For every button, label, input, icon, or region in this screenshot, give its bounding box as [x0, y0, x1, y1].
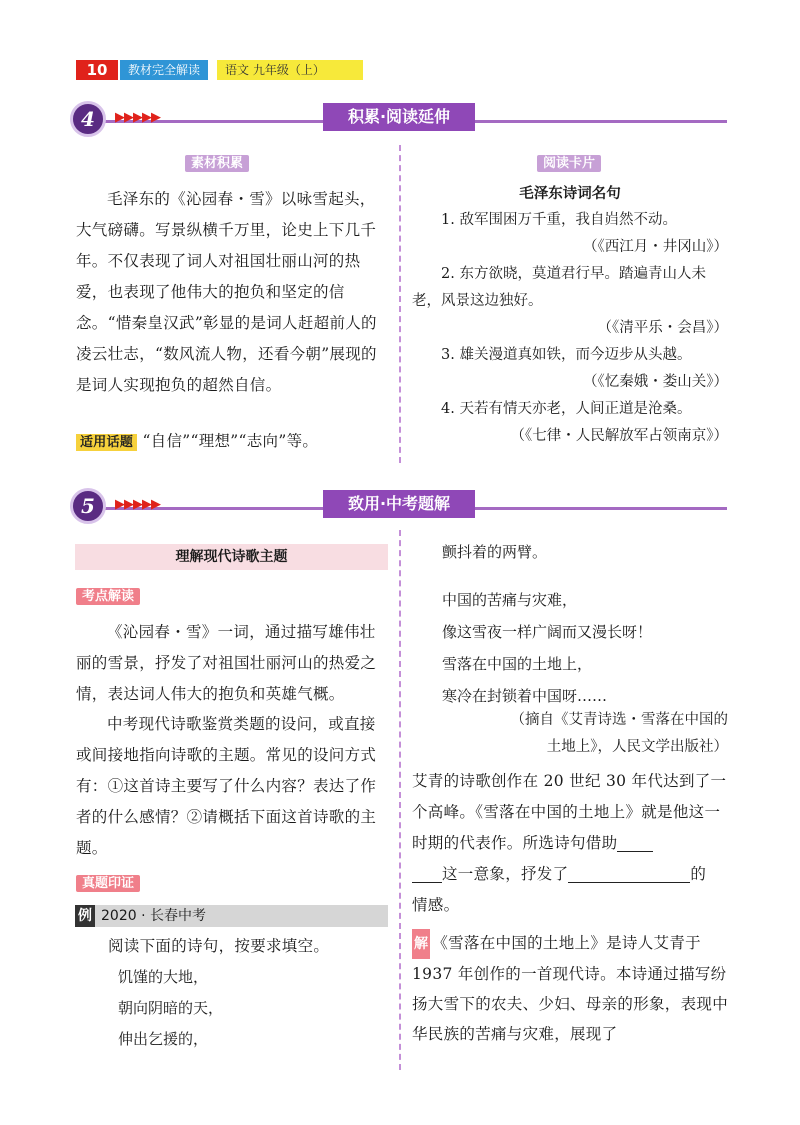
question [412, 766, 728, 921]
instruction: 阅读下面的诗句，按要求填空。 [108, 937, 330, 955]
reading-card-list [412, 207, 728, 450]
section-4-arrows: ▶▶▶▶▶ [115, 110, 160, 125]
section-5-number: 5 [70, 488, 106, 524]
poem-right-line-3: 雪落在中国的土地上， [442, 655, 593, 673]
page-number: 10 [76, 60, 118, 80]
poem-line-3: 伸出乞援的， [118, 1030, 209, 1048]
answer-text: 《雪落在中国的土地上》是诗人艾青于 1937 年创作的一首现代诗。本诗通过描写纷扬大雪下的农夫、少妇、母亲的形象，表现中华民族的苦痛与灾难，展现了 [412, 934, 729, 1043]
poem-source-line-1: （摘自《艾青诗选・雪落在中国的 [510, 712, 728, 728]
reading-card-tag-label: 阅读卡片 [537, 155, 601, 172]
poem-right-line-1: 中国的苦痛与灾难， [442, 591, 578, 609]
exam-analysis-label: 考点解读 [76, 588, 140, 605]
section-5-divider [399, 530, 401, 1070]
example-badge: 例 [75, 905, 95, 927]
topic-line [76, 426, 388, 458]
quote-3 [412, 342, 728, 390]
analysis-paragraph-2: 中考现代诗歌鉴赏类题的设问，或直接或间接地指向诗歌的主题。常见的设问方式有：①这首诗主要写了什么内容？表达了作者的什么感情？②请概括下面这首诗歌的主题。 [76, 715, 377, 857]
question-text-2: 这一意象，抒发了 [442, 865, 569, 883]
poem-right-line-4: 寒冷在封锁着中国呀…… [442, 687, 608, 705]
reading-card-tag [537, 152, 601, 171]
section-5-arrows: ▶▶▶▶▶ [115, 497, 160, 512]
answer-paragraph [412, 928, 728, 1049]
quote-1-source: （《西江月・井冈山》） [583, 239, 728, 255]
question-text-3: 的 [690, 865, 707, 883]
poem-source-line-2: 土地上》，人民文学出版社） [546, 739, 728, 755]
question-text-4: 情感。 [412, 896, 460, 914]
real-exam-tag [76, 872, 140, 891]
analysis-paragraph-1: 《沁园春・雪》一词，通过描写雄伟壮丽的雪景，抒发了对祖国壮丽河山的热爱之情，表达词人伟大的抱负和英雄气概。 [76, 623, 377, 703]
material-tag-label: 素材积累 [185, 155, 249, 172]
quote-3-source: （《忆秦娥・娄山关》） [583, 374, 728, 390]
quote-2-source: （《清平乐・会昌》） [597, 320, 728, 336]
reading-card-heading: 毛泽东诗词名句 [519, 186, 621, 202]
poem-source [412, 707, 728, 761]
material-paragraph: 毛泽东的《沁园春・雪》以咏雪起头，大气磅礴。写景纵横千万里，论史上下几千年。不仅表现了词人对祖国壮丽山河的热爱，也表现了他伟大的抱负和坚定的信念。“惜秦皇汉武”彰显的是词人赶超前人的凌云壮志，“数风流人物，还看今朝”展现的是词人实现抱负的超然自信。 [76, 190, 377, 394]
topic-text: “自信”“理想”“志向”等。 [142, 432, 319, 450]
poem-continuation: 颤抖着的两臂。 [442, 543, 548, 561]
section-4-number: 4 [70, 101, 106, 137]
answer-blank-2[interactable] [568, 864, 690, 883]
example-label: 2020 · 长春中考 [101, 908, 206, 924]
poem-right [442, 584, 727, 712]
example-bar [75, 905, 388, 927]
topic-heading: 理解现代诗歌主题 [75, 544, 388, 570]
poem-left [118, 962, 388, 1055]
question-text-1: 艾青的诗歌创作在 20 世纪 30 年代达到了一个高峰。《雪落在中国的土地上》就是他这一时期的代表作。所选诗句借助 [412, 772, 727, 852]
quote-4 [412, 396, 728, 444]
poem-line-2: 朝向阴暗的天， [118, 999, 224, 1017]
quote-1: 1. 敌军围困万千重，我自岿然不动。 [441, 212, 677, 228]
real-exam-label: 真题印证 [76, 875, 140, 892]
poem-line-1: 饥馑的大地， [118, 968, 209, 986]
quote-4-text: 4. 天若有情天亦老，人间正道是沧桑。 [441, 401, 692, 417]
material-tag [185, 152, 249, 171]
answer-blank-1-cont[interactable] [412, 864, 442, 883]
topic-tag: 适用话题 [76, 434, 137, 451]
answer-blank-1[interactable] [617, 833, 653, 852]
grade-label: 语文 九年级（上） [217, 60, 363, 80]
exam-analysis-tag [76, 585, 140, 604]
poem-right-line-2: 像这雪夜一样广阔而又漫长呀！ [442, 623, 653, 641]
quote-3-text: 3. 雄关漫道真如铁，而今迈步从头越。 [441, 347, 692, 363]
answer-badge: 解 [412, 929, 430, 959]
quote-4-source: （《七律・人民解放军占领南京》） [510, 428, 728, 444]
section-4-divider [399, 145, 401, 463]
section-5-title: 致用·中考题解 [323, 490, 475, 518]
section-4-title: 积累·阅读延伸 [323, 103, 475, 131]
book-title: 教材完全解读 [120, 60, 208, 80]
quote-2: 2. 东方欲晓，莫道君行早。踏遍青山人未老，风景这边独好。 [412, 266, 706, 309]
